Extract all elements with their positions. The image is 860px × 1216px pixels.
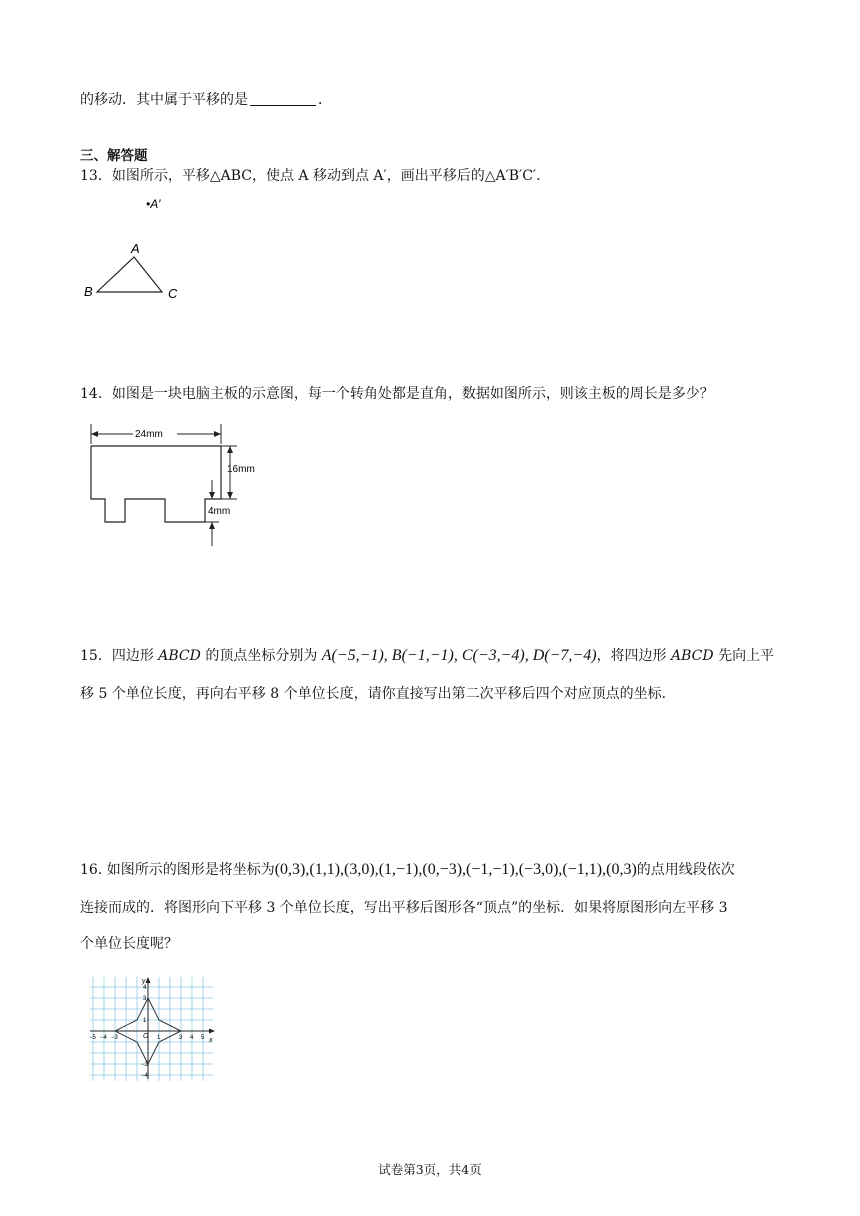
x-tick-label: −3 (111, 1035, 118, 1041)
x-tick-label: 3 (179, 1035, 183, 1041)
step-label: 4mm (208, 506, 231, 517)
y-axis-arrow (146, 977, 151, 983)
y-axis-label: y (142, 978, 146, 985)
x-axis-arrow (209, 1029, 215, 1034)
question-15-line-1: 15．四边形 ABCD 的顶点坐标分别为 A(−5,−1), B(−1,−1), C(−3,−4), D(−7,−4)，将四边形 ABCD 先向上平 (80, 647, 775, 664)
point-a-prime-label: •A′ (146, 197, 161, 211)
question-13-figure (80, 192, 200, 307)
width-arrow-left (91, 431, 98, 437)
y-tick-label: −3 (141, 1062, 148, 1068)
height-arrow-bottom (227, 492, 233, 499)
x-tick-label: 4 (190, 1035, 194, 1041)
question-14-figure (85, 420, 270, 552)
question-16-line-2: 连接而成的．将图形向下平移 3 个单位长度，写出平移后图形各“顶点”的坐标．如果将原图形向左平移 3 (80, 900, 728, 916)
height-arrow-top (227, 446, 233, 453)
x-axis-label: x (209, 1037, 213, 1044)
y-tick-label: 1 (143, 1018, 147, 1024)
vertex-b-label: B (84, 284, 93, 299)
section-title: 三、解答题 (80, 148, 148, 164)
origin-label: O (143, 1033, 149, 1040)
vertex-c-label: C (168, 286, 178, 301)
y-tick-label: 3 (143, 996, 147, 1002)
question-13-text: 13．如图所示，平移△ABC，使点 A 移动到点 A′，画出平移后的△A′B′C′． (80, 168, 551, 184)
figure-coordinates: (0,3),(1,1),(3,0),(1,−1),(0,−3),(−1,−1),(−3,0),(−1,1),(0,3) (274, 861, 637, 878)
page-footer: 试卷第3页，共4页 (378, 1162, 482, 1177)
grid-lines (90, 977, 213, 1081)
vertex-a-label: A (131, 241, 140, 256)
vertex-coordinates: A(−5,−1), B(−1,−1), C(−3,−4), D(−7,−4) (321, 647, 597, 664)
previous-question-text: 的移动．其中属于平移的是 (80, 92, 248, 108)
x-tick-label: −5 (89, 1035, 96, 1041)
x-tick-label: −4 (100, 1035, 107, 1041)
step-arrowhead-lower (209, 522, 215, 529)
question-15-line-2: 移 5 个单位长度，再向右平移 8 个单位长度，请你直接写出第二次平移后四个对应顶点的坐标． (80, 686, 676, 702)
question-16-line-1: 16. 如图所示的图形是将坐标为(0,3),(1,1),(3,0),(1,−1),(0,−3),(−1,−1),(−3,0),(−1,1),(0,3)的点用线段依次 (80, 861, 735, 878)
question-16-coordinate-grid (88, 975, 218, 1083)
answer-blank[interactable] (250, 91, 316, 106)
x-tick-label: 5 (201, 1035, 205, 1041)
step-arrowhead-upper (209, 492, 215, 499)
motherboard-outline (91, 446, 221, 522)
question-14-text: 14．如图是一块电脑主板的示意图，每一个转角处都是直角，数据如图所示，则该主板的周长是多少？ (80, 386, 714, 402)
triangle-abc (97, 257, 162, 292)
question-16-line-3: 个单位长度呢？ (80, 936, 178, 952)
y-tick-label: 4 (143, 985, 147, 991)
previous-question-tail: 的移动．其中属于平移的是 ． (80, 92, 332, 108)
width-arrow-right (214, 431, 221, 437)
height-label: 16mm (227, 464, 255, 475)
width-label: 24mm (135, 429, 163, 440)
x-tick-label: 1 (157, 1035, 161, 1041)
y-tick-label: −4 (141, 1073, 148, 1079)
